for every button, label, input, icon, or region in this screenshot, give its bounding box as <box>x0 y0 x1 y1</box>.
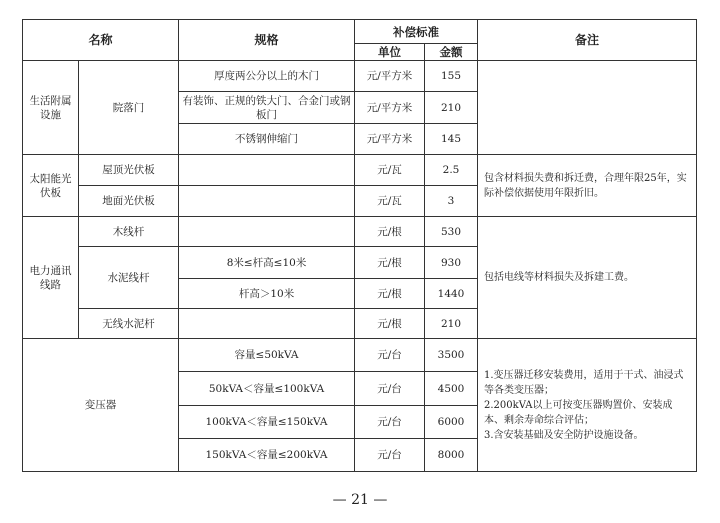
spec-cell: 厚度两公分以上的木门 <box>179 61 355 92</box>
remark-line: 1.变压器迁移安装费用，适用于干式、油浸式等各类变压器； <box>484 369 684 396</box>
unit-cell: 元/台 <box>355 406 425 439</box>
amount-cell: 145 <box>425 124 478 155</box>
spec-cell <box>179 186 355 217</box>
amount-cell: 2.5 <box>425 155 478 186</box>
unit-cell: 元/台 <box>355 339 425 372</box>
spec-cell <box>179 155 355 186</box>
sub-label-gate: 院落门 <box>79 61 179 155</box>
amount-cell: 1440 <box>425 279 478 309</box>
amount-cell: 155 <box>425 61 478 92</box>
amount-cell: 6000 <box>425 406 478 439</box>
unit-cell: 元/根 <box>355 279 425 309</box>
group-label-transformer: 变压器 <box>23 339 179 472</box>
unit-cell: 元/平方米 <box>355 61 425 92</box>
sub-label: 屋顶光伏板 <box>79 155 179 186</box>
unit-cell: 元/台 <box>355 372 425 406</box>
unit-cell: 元/根 <box>355 247 425 279</box>
header-name: 名称 <box>23 20 179 61</box>
header-remark: 备注 <box>478 20 697 61</box>
amount-cell: 930 <box>425 247 478 279</box>
amount-cell: 3500 <box>425 339 478 372</box>
amount-cell: 530 <box>425 217 478 247</box>
sub-label: 木线杆 <box>79 217 179 247</box>
header-standard: 补偿标准 <box>355 20 478 44</box>
header-amount: 金额 <box>425 44 478 61</box>
unit-cell: 元/台 <box>355 439 425 472</box>
spec-cell <box>179 309 355 339</box>
spec-cell: 不锈钢伸缩门 <box>179 124 355 155</box>
amount-cell: 210 <box>425 309 478 339</box>
amount-cell: 8000 <box>425 439 478 472</box>
amount-cell: 4500 <box>425 372 478 406</box>
group-label-solar: 太阳能光伏板 <box>23 155 79 217</box>
spec-cell: 有装饰、正规的铁大门、合金门或钢板门 <box>179 92 355 124</box>
spec-cell: 50kVA＜容量≤100kVA <box>179 372 355 406</box>
sub-label: 无线水泥杆 <box>79 309 179 339</box>
page-number: — 21 — <box>332 492 388 508</box>
spec-cell: 100kVA＜容量≤150kVA <box>179 406 355 439</box>
unit-cell: 元/根 <box>355 217 425 247</box>
remark-line: 2.200kVA以上可按变压器购置价、安装成本、剩余寿命综合评估； <box>484 399 673 426</box>
unit-cell: 元/瓦 <box>355 155 425 186</box>
remark-cell-living <box>478 61 697 155</box>
amount-cell: 210 <box>425 92 478 124</box>
compensation-table <box>22 19 697 472</box>
unit-cell: 元/平方米 <box>355 92 425 124</box>
unit-cell: 元/平方米 <box>355 124 425 155</box>
sub-label: 水泥线杆 <box>79 247 179 309</box>
unit-cell: 元/根 <box>355 309 425 339</box>
remark-solar: 包含材料损失费和拆迁费，合理年限25年，实际补偿依据使用年限折旧。 <box>478 155 697 217</box>
spec-cell: 150kVA＜容量≤200kVA <box>179 439 355 472</box>
group-label-power: 电力通讯线路 <box>23 217 79 339</box>
group-label-living: 生活附属设施 <box>23 61 79 155</box>
amount-cell: 3 <box>425 186 478 217</box>
spec-cell: 容量≤50kVA <box>179 339 355 372</box>
spec-cell: 杆高＞10米 <box>179 279 355 309</box>
sub-label: 地面光伏板 <box>79 186 179 217</box>
spec-cell <box>179 217 355 247</box>
header-spec: 规格 <box>179 20 355 61</box>
remark-power: 包括电线等材料损失及拆建工费。 <box>478 217 697 339</box>
remark-line: 3.含安装基础及安全防护设施设备。 <box>484 429 644 441</box>
header-unit: 单位 <box>355 44 425 61</box>
unit-cell: 元/瓦 <box>355 186 425 217</box>
spec-cell: 8米≤杆高≤10米 <box>179 247 355 279</box>
remark-transformer <box>478 339 697 472</box>
